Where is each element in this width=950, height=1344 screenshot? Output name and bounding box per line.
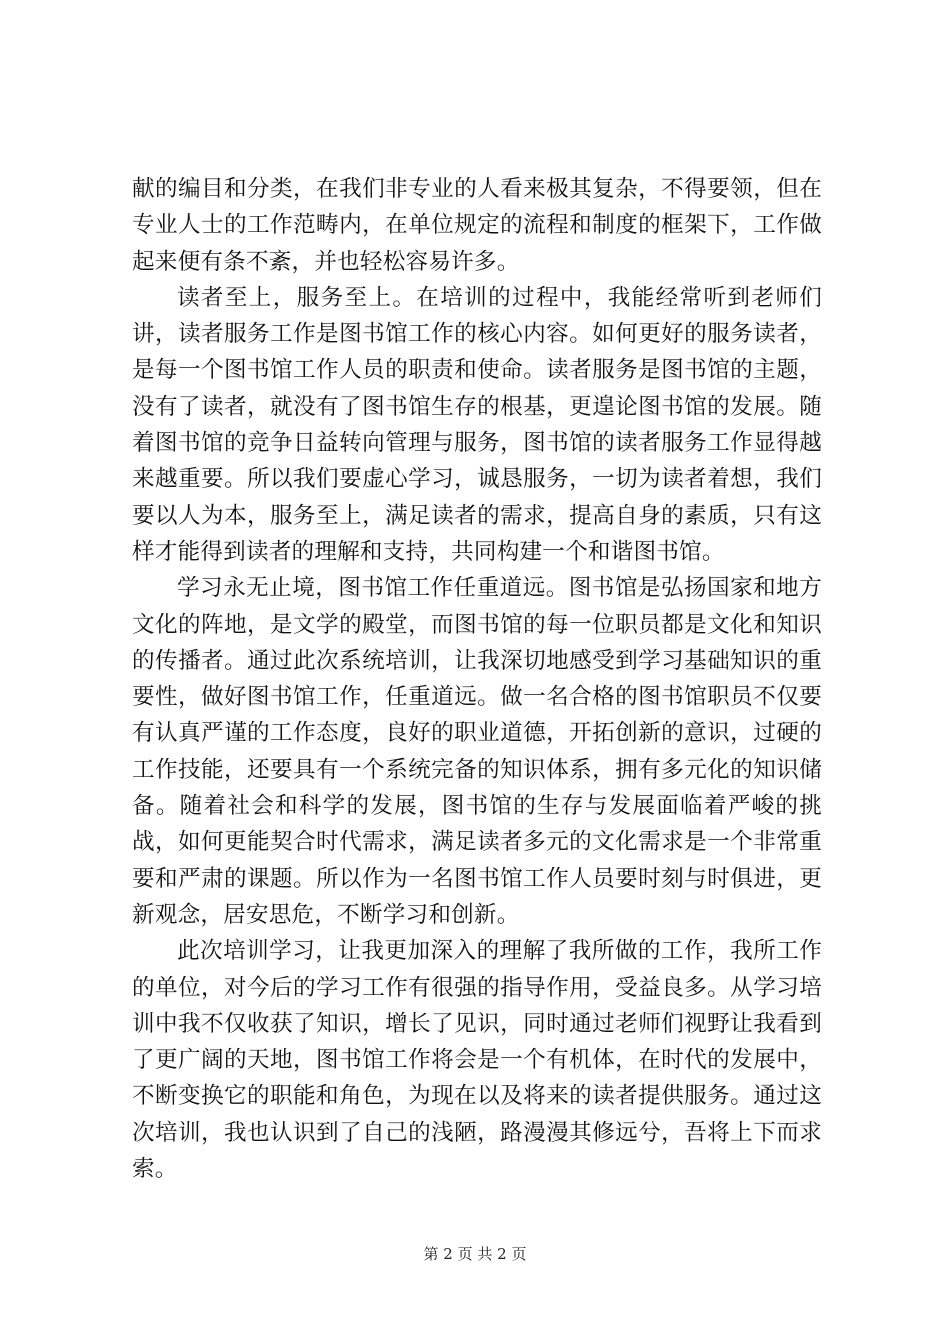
paragraph-reader-service: 读者至上，服务至上。在培训的过程中，我能经常听到老师们讲，读者服务工作是图书馆工作的核心内容。如何更好的服务读者，是每一个图书馆工作人员的职责和使命。读者服务是图书馆的主题，没有了读者，就没有了图书馆生存的根基，更遑论图书馆的发展。随着图书馆的竞争日益转向管理与服务，图书馆的读者服务工作显得越来越重要。所以我们要虚心学习，诚恳服务，一切为读者着想，我们要以人为本，服务至上，满足读者的需求，提高自身的素质，只有这样才能得到读者的理解和支持，共同构建一个和谐图书馆。 [132,284,822,565]
paragraph-endless-learning: 学习永无止境，图书馆工作任重道远。图书馆是弘扬国家和地方文化的阵地，是文学的殿堂，而图书馆的每一位职员都是文化和知识的传播者。通过此次系统培训，让我深切地感受到学习基础知识的重要性，做好图书馆工作，任重道远。做一名合格的图书馆职员不仅要有认真严谨的工作态度，良好的职业道德，开拓创新的意识，过硬的工作技能，还要具有一个系统完备的知识体系，拥有多元化的知识储备。随着社会和科学的发展，图书馆的生存与发展面临着严峻的挑战，如何更能契合时代需求，满足读者多元的文化需求是一个非常重要和严肃的课题。所以作为一名图书馆工作人员要时刻与时俱进，更新观念，居安思危，不断学习和创新。 [132,575,822,928]
page-footer: 第 2 页 共 2 页 [423,1245,527,1263]
document-body [132,171,822,1187]
paragraph-continuation: 献的编目和分类，在我们非专业的人看来极其复杂，不得要领，但在专业人士的工作范畴内，在单位规定的流程和制度的框架下，工作做起来便有条不紊，并也轻松容易许多。 [132,176,822,275]
paragraph-training-summary: 此次培训学习，让我更加深入的理解了我所做的工作，我所工作的单位，对今后的学习工作有很强的指导作用，受益良多。从学习培训中我不仅收获了知识，增长了见识，同时通过老师们视野让我看到了更广阔的天地，图书馆工作将会是一个有机体，在时代的发展中，不断变换它的职能和角色，为现在以及将来的读者提供服务。通过这次培训，我也认识到了自己的浅陋，路漫漫其修远兮，吾将上下而求索。 [132,938,822,1183]
